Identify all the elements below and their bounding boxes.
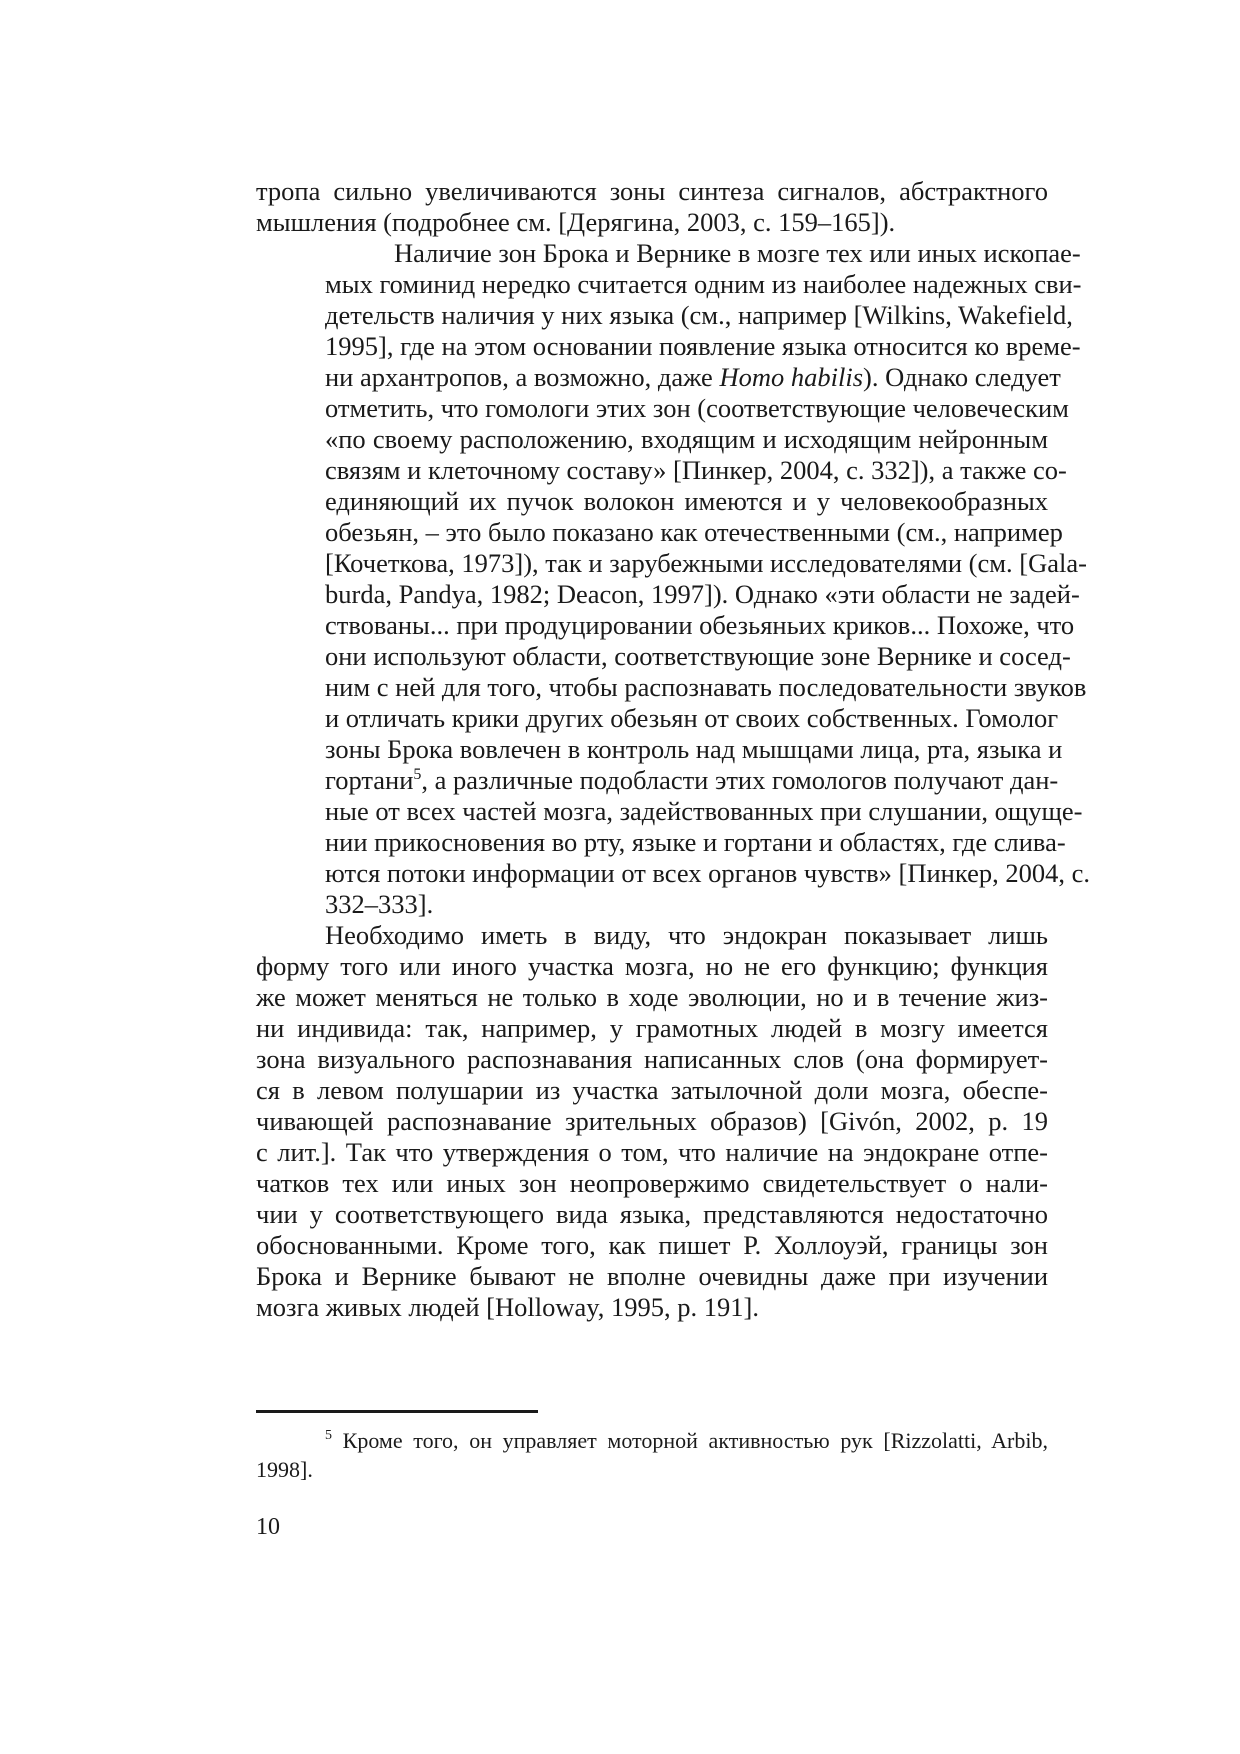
main-text xyxy=(256,176,1090,1323)
text-fragment: ). Однако следует xyxy=(863,362,1061,392)
text-line: 1995], где на этом основании появление языка относится ко време- xyxy=(325,331,1081,361)
text-line: детельств наличия у них языка (см., например [Wilkins, Wakefield, xyxy=(325,300,1073,330)
text-line: [Кочеткова, 1973]), так и зарубежными исследователями (см. [Gala- xyxy=(325,548,1087,578)
text-line: ствованы... при продуцировании обезьяньих криков... Похоже, что xyxy=(325,610,1075,640)
text-line: обезьян, – это было показано как отечественными (см., например xyxy=(325,517,1063,547)
text-line: ни индивида: так, например, у грамотных людей в мозгу имеется xyxy=(256,1013,1048,1043)
text-line: форму того или иного участка мозга, но не его функцию; функция xyxy=(256,951,1048,981)
text-line: с лит.]. Так что утверждения о том, что наличие на эндокране отпе- xyxy=(256,1137,1048,1167)
text-line: чии у соответствующего вида языка, представляются недостаточно xyxy=(256,1199,1048,1229)
text-line: обоснованными. Кроме того, как пишет Р. Холлоуэй, границы зон xyxy=(256,1230,1048,1260)
text-line: чатков тех или иных зон неопровержимо свидетельствует о нали- xyxy=(256,1168,1048,1198)
text-line: ные от всех частей мозга, задействованных при слушании, ощуще- xyxy=(325,796,1083,826)
text-line: мозга живых людей [Holloway, 1995, p. 191]. xyxy=(256,1292,759,1322)
text-line: зоны Брока вовлечен в контроль над мышцами лица, рта, языка и xyxy=(325,734,1063,764)
text-fragment: ни архантропов, а возможно, даже xyxy=(325,362,713,392)
text-line: ся в левом полушарии из участка затылочной доли мозга, обеспе- xyxy=(256,1075,1048,1105)
paragraph-3 xyxy=(256,920,1048,1323)
text-line: нии прикосновения во рту, языке и гортани и областях, где слива- xyxy=(325,827,1066,857)
footnote-marker: 5 xyxy=(325,1428,332,1443)
text-line: чивающей распознавание зрительных образов) [Givón, 2002, p. 19 xyxy=(256,1106,1048,1136)
text-fragment: , а различные подобласти этих гомологов получают дан- xyxy=(421,765,1059,795)
text-line: зона визуального распознавания написанных слов (она формирует- xyxy=(256,1044,1048,1074)
text-line: они используют области, соответствующие зоне Вернике и сосед- xyxy=(325,641,1071,671)
text-line: 332–333]. xyxy=(325,889,434,919)
text-line: ним с ней для того, чтобы распознавать последовательности звуков xyxy=(325,672,1087,702)
paragraph-2 xyxy=(256,238,1090,920)
text-line: «по своему расположению, входящим и исходящим нейронным xyxy=(325,424,1048,454)
footnote-line: 1998]. xyxy=(256,1457,313,1482)
paragraph-1 xyxy=(256,176,1048,238)
text-line: ются потоки информации от всех органов чувств» [Пинкер, 2004, с. xyxy=(325,858,1090,888)
footnote xyxy=(256,1426,1048,1484)
text-line: же может меняться не только в ходе эволюции, но и в течение жиз- xyxy=(256,982,1048,1012)
footnote-line xyxy=(256,1426,1048,1455)
text-fragment: гортани xyxy=(325,765,414,795)
text-line: burda, Pandya, 1982; Deacon, 1997]). Однако «эти области не задей- xyxy=(325,579,1080,609)
text-line xyxy=(256,362,1061,393)
species-name: Homo habilis xyxy=(719,362,864,392)
footnote-text: Кроме того, он управляет моторной активностью рук [Rizzolatti, Arbib, xyxy=(342,1428,1048,1453)
text-line: мых гоминид нередко считается одним из наиболее надежных сви- xyxy=(325,269,1082,299)
text-line: и отличать крики других обезьян от своих собственных. Гомолог xyxy=(325,703,1059,733)
text-line: Наличие зон Брока и Вернике в мозге тех или иных ископае- xyxy=(394,238,1081,268)
text-line: мышления (подробнее см. [Дерягина, 2003, с. 159–165]). xyxy=(256,207,896,237)
footnote-reference[interactable]: 5 xyxy=(413,766,422,783)
text-line xyxy=(256,765,1059,796)
footnote-divider xyxy=(256,1410,538,1413)
text-line: Необходимо иметь в виду, что эндокран показывает лишь xyxy=(325,920,1048,950)
text-line: связям и клеточному составу» [Пинкер, 2004, с. 332]), а также со- xyxy=(325,455,1067,485)
text-line: тропа сильно увеличиваются зоны синтеза сигналов, абстрактного xyxy=(256,176,1048,206)
text-line: единяющий их пучок волокон имеются и у человекообразных xyxy=(325,486,1048,516)
page-number: 10 xyxy=(256,1514,280,1540)
text-line: отметить, что гомологи этих зон (соответствующие человеческим xyxy=(325,393,1069,423)
text-line: Брока и Вернике бывают не вполне очевидны даже при изучении xyxy=(256,1261,1048,1291)
